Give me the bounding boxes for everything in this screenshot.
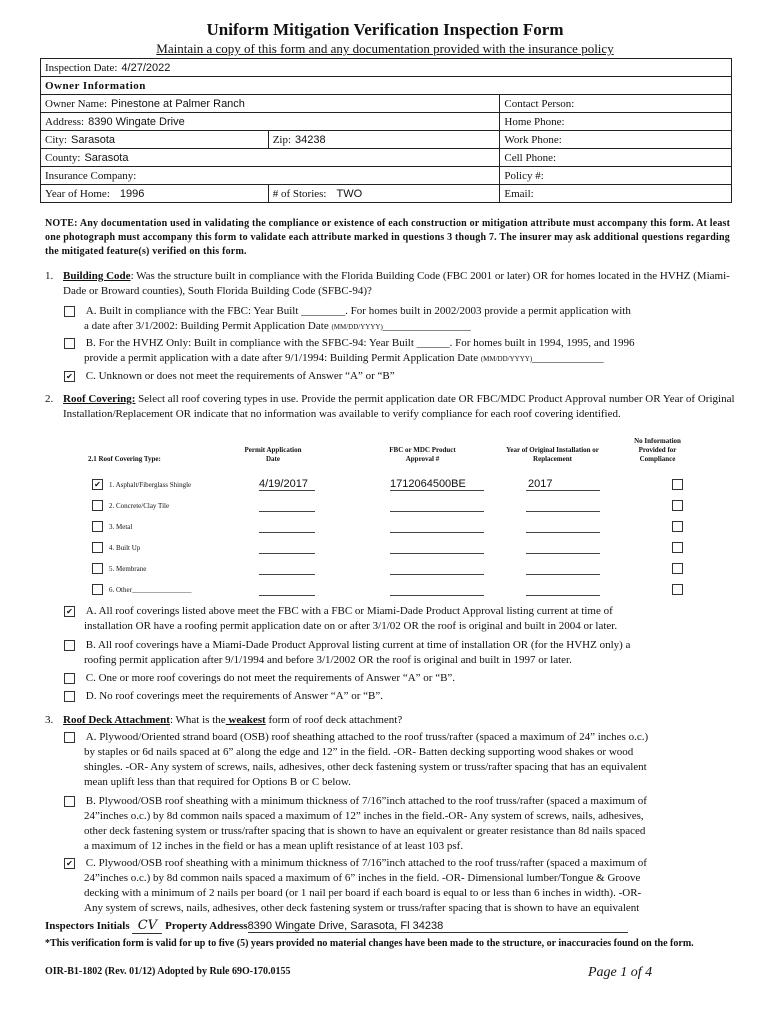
roof-row-6-fbc[interactable] [390, 583, 484, 596]
q3-roof-deck: 3. Roof Deck Attachment: What is the weakest form of roof deck attachment? [45, 714, 403, 726]
roof-row-3-noinfo[interactable] [672, 521, 683, 532]
roof-row-1-year[interactable]: 2017 [526, 478, 600, 491]
col-roof-type: 2.1 Roof Covering Type: [88, 455, 161, 463]
q2-option-a[interactable]: ✔ A. All roof coverings listed above meet the FBC with a FBC or Miami-Dade Product Approval listing current at time of installation OR have a roofing permit application date on or after 3/1/02 OR the roof is original and built in 2004 or later. [64, 604, 734, 634]
roof-row-1-noinfo[interactable] [672, 479, 683, 490]
roof-row-2-noinfo[interactable] [672, 500, 683, 511]
q2-title: Roof Covering: [63, 393, 136, 405]
roof-row-5-year[interactable] [526, 562, 600, 575]
roof-row-2-checkbox[interactable] [92, 500, 103, 511]
insurance-company-cell[interactable]: Insurance Company: [41, 167, 500, 185]
property-address-value[interactable]: 8390 Wingate Drive, Sarasota, Fl 34238 [248, 920, 628, 933]
roof-row-1-permit[interactable]: 4/19/2017 [259, 478, 315, 491]
property-address-label: Property Address [165, 920, 248, 932]
roof-row-2-fbc[interactable] [390, 499, 484, 512]
roof-row-5-permit[interactable] [259, 562, 315, 575]
roof-row-4-noinfo[interactable] [672, 542, 683, 553]
year-of-home-cell[interactable]: Year of Home: 1996 [41, 185, 269, 203]
county-value: Sarasota [84, 151, 129, 164]
stories-cell[interactable]: # of Stories: TWO [268, 185, 500, 203]
roof-row-6-year[interactable] [526, 583, 600, 596]
address-value: 8390 Wingate Drive [88, 115, 185, 128]
q3-b-checkbox[interactable] [64, 796, 75, 807]
roof-row-3-year[interactable] [526, 520, 600, 533]
city-value: Sarasota [71, 133, 116, 146]
year-of-home-value: 1996 [119, 187, 145, 200]
contact-person-cell[interactable]: Contact Person: [500, 95, 732, 113]
validity-notice: *This verification form is valid for up to five (5) years provided no material changes have been made to the structure, or inaccuracies found on the form. [45, 938, 694, 949]
col-fbc-approval: FBC or MDC Product Approval # [389, 446, 456, 463]
col-no-info: No Information Provided for Compliance [634, 437, 681, 463]
roof-row-2-permit[interactable] [259, 499, 315, 512]
initials-label: Inspectors Initials [45, 920, 130, 932]
roof-row: 4. Built Up [92, 537, 702, 558]
inspection-date-cell[interactable]: Inspection Date: 4/27/2022 [41, 59, 732, 77]
q3-option-c[interactable]: ✔ C. Plywood/OSB roof sheathing with a minimum thickness of 7/16”inch attached to the roof truss/rafter (spaced a maximum of 24”inches o.c.) by 8d common nails spaced a maximum of 6” inches in the field. -OR- Dimensional lumber/Tongue & Groove decking with a minimum of 2 nails per board (or 1 nail per board if each board is equal to or less than 6 inches in width). -OR- Any system of screws, nails, adhesives, other deck fastening system or truss/rafter spacing that is shown to have an equivalent [64, 856, 744, 916]
q3-a-checkbox[interactable] [64, 732, 75, 743]
roof-row: 2. Concrete/Clay Tile [92, 495, 702, 516]
q1-c-checkbox[interactable]: ✔ [64, 371, 75, 382]
q2-roof-covering: 2. Roof Covering: Select all roof covering types in use. Provide the permit application date OR FBC/MDC Product Approval number OR Year of Original Installation/Replacement OR indicate that no information was available to verify compliance for each roof covering identified. [45, 393, 735, 420]
address-cell[interactable]: Address: 8390 Wingate Drive [41, 113, 500, 131]
roof-row-4-year[interactable] [526, 541, 600, 554]
city-cell[interactable]: City: Sarasota [41, 131, 269, 149]
owner-information-heading: Owner Information [41, 77, 732, 95]
roof-covering-rows [92, 474, 702, 600]
roof-row-1-checkbox[interactable]: ✔ [92, 479, 103, 490]
roof-row: ✔ 1. Asphalt/Fiberglass Shingle 4/19/2017 1712064500BE 2017 [92, 474, 702, 495]
roof-row: 3. Metal [92, 516, 702, 537]
zip-cell[interactable]: Zip: 34238 [268, 131, 500, 149]
q2-option-c[interactable]: C. One or more roof coverings do not meet the requirements of Answer “A” or “B”. [64, 671, 734, 686]
q1-b-checkbox[interactable] [64, 338, 75, 349]
q2-a-checkbox[interactable]: ✔ [64, 606, 75, 617]
q2-b-checkbox[interactable] [64, 640, 75, 651]
policy-number-cell[interactable]: Policy #: [500, 167, 732, 185]
q3-c-checkbox[interactable]: ✔ [64, 858, 75, 869]
q1-a-checkbox[interactable] [64, 306, 75, 317]
owner-name-value: Pinestone at Palmer Ranch [111, 97, 245, 110]
roof-row-3-checkbox[interactable] [92, 521, 103, 532]
q3-title: Roof Deck Attachment [63, 714, 170, 726]
roof-row-4-permit[interactable] [259, 541, 315, 554]
q1-number: 1. [45, 270, 54, 282]
q1-option-a[interactable]: A. Built in compliance with the FBC: Year Built ________. For homes built in 2002/2003 provide a permit application with a date after 3/1/2002: Building Permit Application Date (MM/DD/YYYY)________________ [64, 304, 734, 335]
stories-value: TWO [336, 187, 363, 200]
q1-text: : Was the structure built in compliance with the Florida Building Code (FBC 2001 or later) OR for homes located in the HVHZ (Miami-Dade or Broward counties), South Florida Building Code (SFBC-94)? [63, 270, 730, 297]
col-permit-date: Permit Application Date [244, 446, 302, 463]
roof-row-4-fbc[interactable] [390, 541, 484, 554]
roof-row-5-fbc[interactable] [390, 562, 484, 575]
county-cell[interactable]: County: Sarasota [41, 149, 500, 167]
roof-row-5-checkbox[interactable] [92, 563, 103, 574]
form-subtitle: Maintain a copy of this form and any documentation provided with the insurance policy [156, 41, 614, 56]
form-title: Uniform Mitigation Verification Inspection Form [206, 20, 564, 39]
q1-building-code [45, 269, 735, 299]
roof-row-4-checkbox[interactable] [92, 542, 103, 553]
cell-phone-cell[interactable]: Cell Phone: [500, 149, 732, 167]
q1-option-b[interactable]: B. For the HVHZ Only: Built in compliance with the SFBC-94: Year Built ______. For homes built in 1994, 1995, and 1996 provide a permit application with a date after 9/1/1994: Building Permit Application Date (MM/DD/YYYY)_____________ [64, 336, 734, 367]
q1-title: Building Code [63, 270, 131, 282]
roof-row-5-noinfo[interactable] [672, 563, 683, 574]
inspector-initials-signature[interactable]: CV [132, 918, 162, 934]
q2-text: Select all roof covering types in use. Provide the permit application date OR FBC/MDC Product Approval number OR Year of Original Installation/Replacement OR indicate that no information was available to verify compliance for each roof covering identified. [63, 393, 735, 420]
work-phone-cell[interactable]: Work Phone: [500, 131, 732, 149]
roof-row-6-checkbox[interactable] [92, 584, 103, 595]
zip-value: 34238 [295, 133, 326, 146]
home-phone-cell[interactable]: Home Phone: [500, 113, 732, 131]
roof-row: 6. Other_________________ [92, 579, 702, 600]
note-paragraph: NOTE: Any documentation used in validating the compliance or existence of each construction or mitigation attribute must accompany this form. At least one photograph must accompany this form to validate each attribute marked in questions 3 though 7. The insurer may ask additional questions regarding the mitigated feature(s) verified on this form. [45, 218, 731, 257]
roof-row-3-permit[interactable] [259, 520, 315, 533]
roof-row-3-fbc[interactable] [390, 520, 484, 533]
q2-option-d[interactable]: D. No roof coverings meet the requirements of Answer “A” or “B”. [64, 689, 734, 704]
q3-option-b[interactable]: B. Plywood/OSB roof sheathing with a minimum thickness of 7/16”inch attached to the roof truss/rafter (spaced a maximum of 24”inches o.c.) by 8d common nails spaced a maximum of 12” inches in the field.-OR- Any system of screws, nails, adhesives, other deck fastening system or truss/rafter spacing that is shown to have an equivalent or greater resistance than 8d nails spaced a maximum of 12 inches in the field or has a mean uplift resistance of at least 103 psf. [64, 794, 744, 854]
q2-c-checkbox[interactable] [64, 673, 75, 684]
q2-d-checkbox[interactable] [64, 691, 75, 702]
owner-info-table [40, 58, 732, 203]
email-cell[interactable]: Email: [500, 185, 732, 203]
roof-row-6-noinfo[interactable] [672, 584, 683, 595]
form-id: OIR-B1-1802 (Rev. 01/12) Adopted by Rule 69O-170.0155 [45, 966, 291, 977]
inspector-footer [45, 918, 735, 934]
roof-row-2-year[interactable] [526, 499, 600, 512]
roof-row-1-fbc[interactable]: 1712064500BE [390, 478, 484, 491]
inspection-date-value: 4/27/2022 [121, 61, 171, 74]
q2-option-b[interactable]: B. All roof coverings have a Miami-Dade Product Approval listing current at time of installation OR (for the HVHZ only) a roofing permit application after 9/1/1994 and before 3/1/2002 OR the roof is original and built in 1997 or later. [64, 638, 734, 668]
roof-row: 5. Membrane [92, 558, 702, 579]
q1-option-c[interactable]: ✔ C. Unknown or does not meet the requirements of Answer “A” or “B” [64, 369, 734, 384]
owner-name-cell[interactable]: Owner Name: Pinestone at Palmer Ranch [41, 95, 500, 113]
col-year-installed: Year of Original Installation or Replacement [506, 446, 599, 463]
page-number: Page 1 of 4 [588, 965, 653, 980]
q3-option-a[interactable]: A. Plywood/Oriented strand board (OSB) roof sheathing attached to the roof truss/rafter (spaced a maximum of 24” inches o.c.) by staples or 6d nails spaced at 6” along the edge and 12” in the field. -OR- Batten decking supporting wood shakes or wood shingles. -OR- Any system of screws, nails, adhesives, other deck fastening system or truss/rafter spacing that has an equivalent mean uplift less than that required for Options B or C below. [64, 730, 744, 790]
roof-row-6-permit[interactable] [259, 583, 315, 596]
